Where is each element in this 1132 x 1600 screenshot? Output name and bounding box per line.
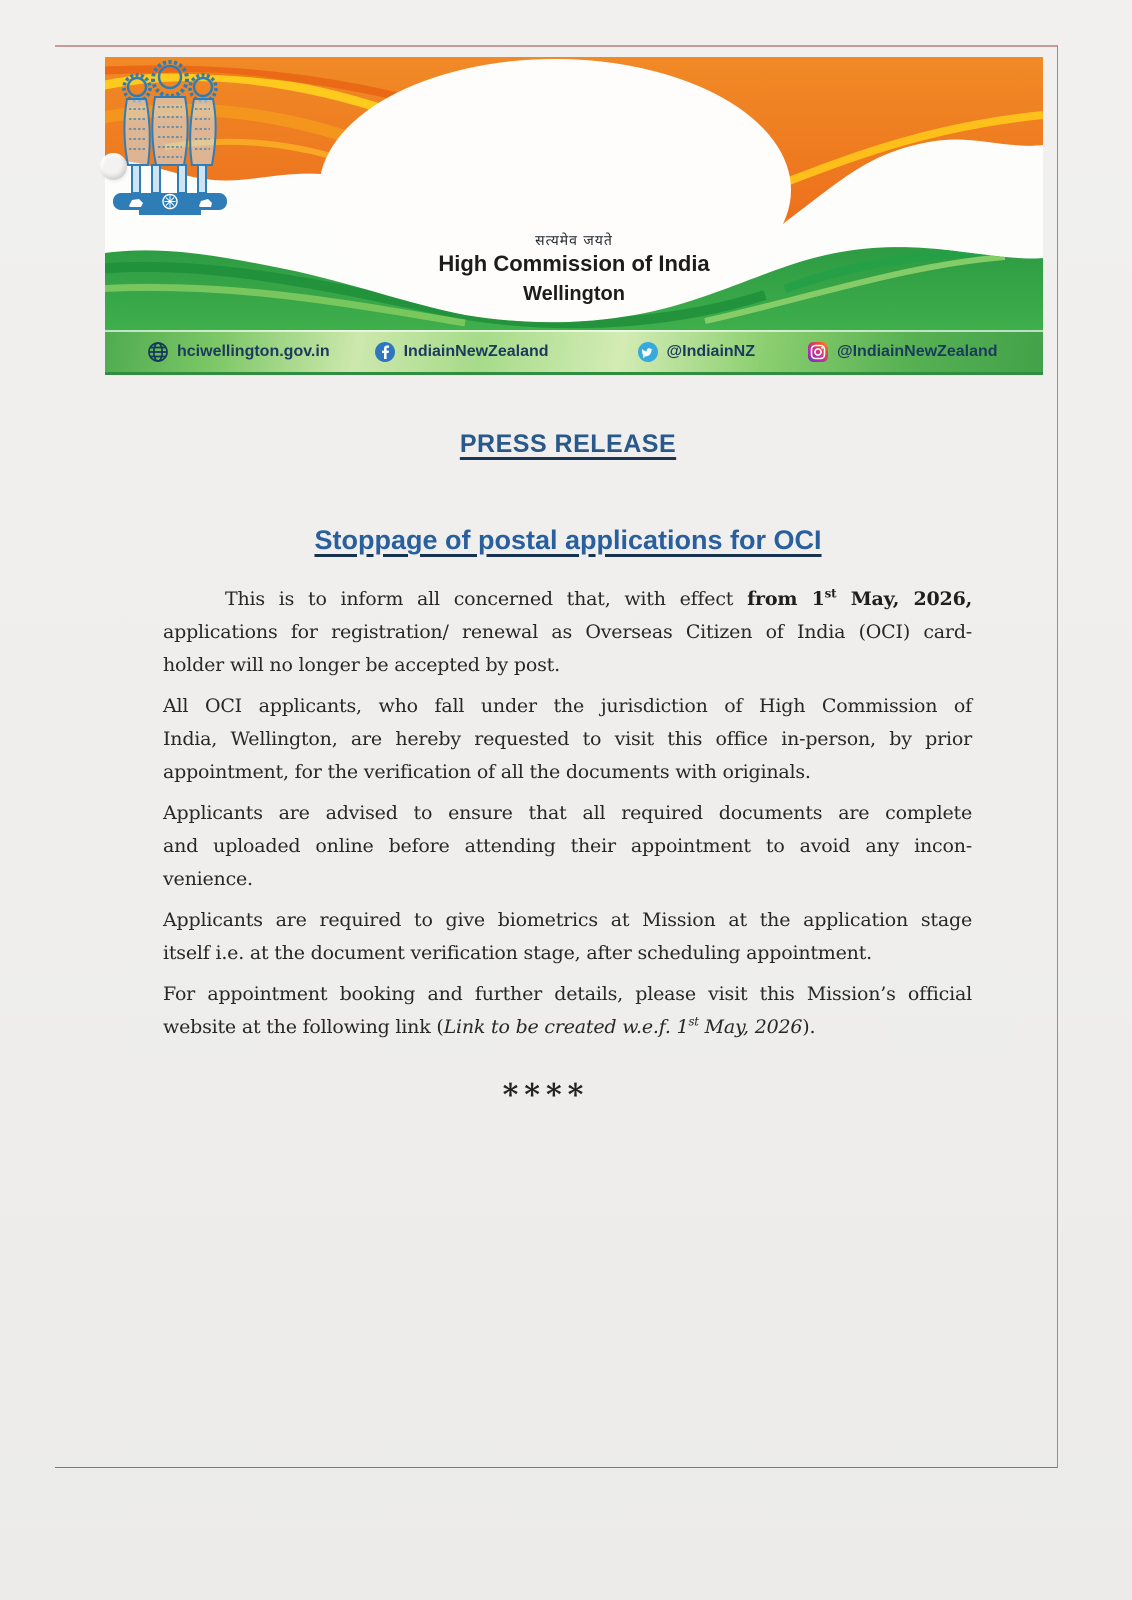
press-release-body xyxy=(163,583,972,1052)
social-contact-bar xyxy=(105,330,1043,375)
website-label: hciwellington.gov.in xyxy=(177,343,330,360)
paragraph xyxy=(163,904,972,970)
instagram-item xyxy=(807,341,998,363)
twitter-label: @IndiainNZ xyxy=(666,343,755,360)
paragraph-line: holder will no longer be accepted by post. xyxy=(163,654,560,676)
paragraph-line: venience. xyxy=(163,868,253,890)
facebook-label: IndiainNewZealand xyxy=(403,343,549,360)
paragraph-line: Applicants are required to give biometrics at Mission at the application stage xyxy=(163,909,972,931)
paragraph-line: appointment, for the verification of all the documents with originals. xyxy=(163,761,811,783)
instagram-icon xyxy=(807,341,829,363)
twitter-item xyxy=(637,341,755,363)
flag-wave-artwork xyxy=(105,57,1043,330)
paragraph-line: and uploaded online before attending their appointment to avoid any incon- xyxy=(163,835,972,857)
emblem-motto: सत्यमेव जयते xyxy=(535,233,613,249)
facebook-item xyxy=(374,341,549,363)
paragraph xyxy=(163,978,972,1044)
paragraph-line: For appointment booking and further details, please visit this Mission’s official xyxy=(163,983,972,1005)
paragraph xyxy=(163,583,972,682)
press-release-heading: PRESS RELEASE xyxy=(459,430,677,458)
facebook-icon xyxy=(374,341,396,363)
india-state-emblem-icon xyxy=(105,57,235,217)
instagram-label: @IndiainNewZealand xyxy=(837,343,998,360)
press-release-heading-wrap xyxy=(163,430,973,459)
twitter-icon xyxy=(637,341,659,363)
org-city: Wellington xyxy=(523,283,625,305)
paragraph-line: Applicants are advised to ensure that all required documents are complete xyxy=(163,802,972,824)
org-name: High Commission of India xyxy=(438,251,710,276)
end-of-document-mark: **** xyxy=(502,1078,590,1113)
globe-icon xyxy=(147,341,169,363)
paragraph xyxy=(163,690,972,789)
subject-heading: Stoppage of postal applications for OCI xyxy=(314,525,822,555)
paragraph xyxy=(163,797,972,896)
paragraph-line: This is to inform all concerned that, with effect from 1st May, 2026, xyxy=(225,586,972,610)
paragraph-line: itself i.e. at the document verification stage, after scheduling appointment. xyxy=(163,942,872,964)
subject-heading-wrap xyxy=(163,525,973,556)
hole-punch xyxy=(100,153,127,180)
paragraph-line: applications for registration/ renewal as Overseas Citizen of India (OCI) card- xyxy=(163,621,972,643)
paragraph-line: website at the following link (Link to be created w.e.f. 1st May, 2026). xyxy=(163,1014,816,1038)
paragraph-line: All OCI applicants, who fall under the jurisdiction of High Commission of xyxy=(163,695,972,717)
website-item xyxy=(147,341,330,363)
paragraph-line: India, Wellington, are hereby requested to visit this office in-person, by prior xyxy=(163,728,972,750)
letterhead-banner xyxy=(105,57,1043,375)
